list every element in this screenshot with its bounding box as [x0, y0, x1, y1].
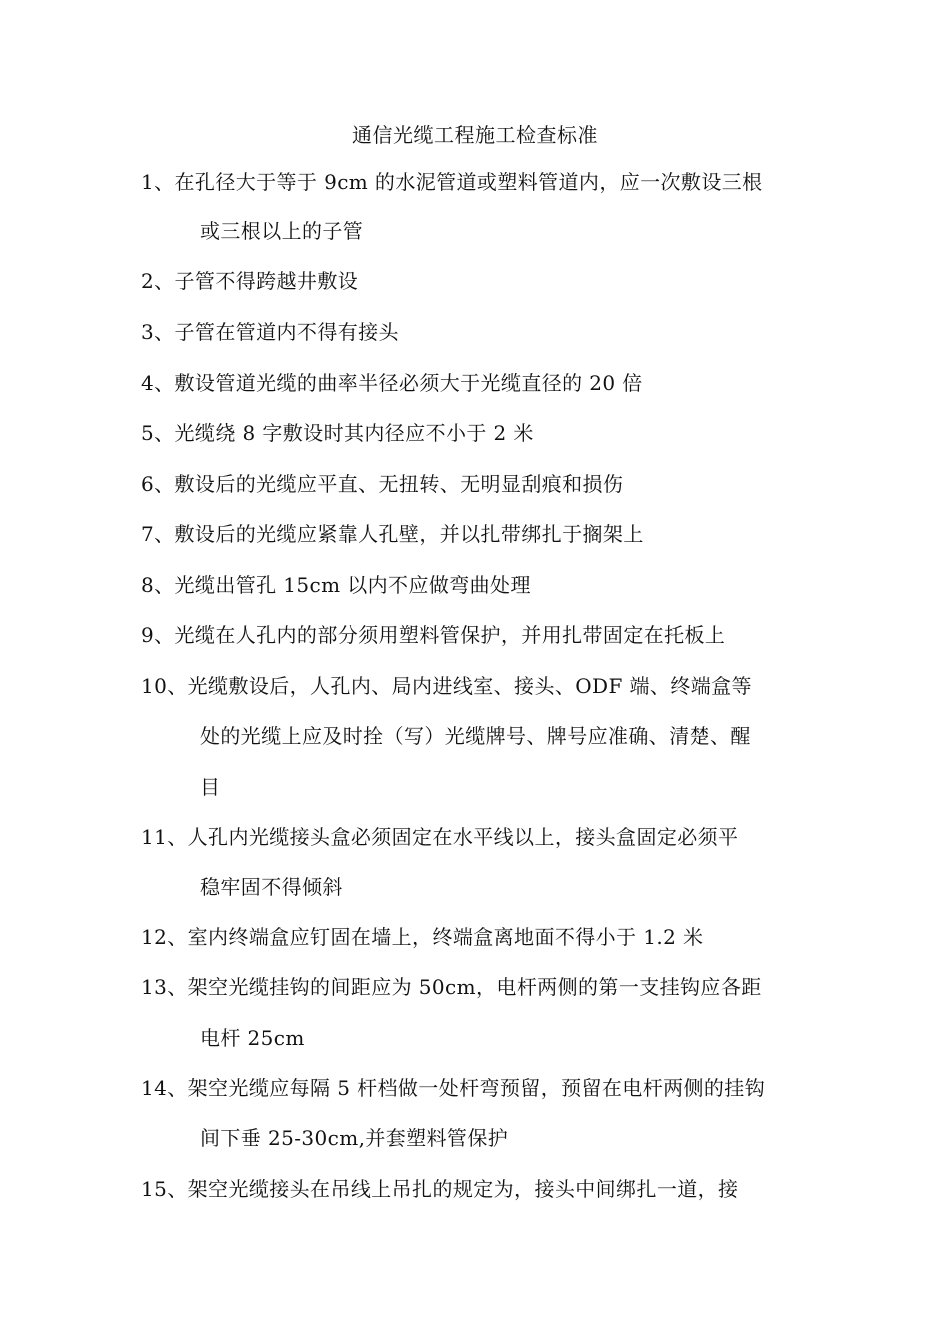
item-9: 9、光缆在人孔内的部分须用塑料管保护，并用扎带固定在托板上 — [141, 623, 726, 647]
item-8: 8、光缆出管孔 15cm 以内不应做弯曲处理 — [141, 573, 531, 597]
item-14-line-2: 间下垂 25-30cm,并套塑料管保护 — [200, 1126, 509, 1150]
document-title: 通信光缆工程施工检查标准 — [352, 123, 598, 147]
item-14-line-1: 14、架空光缆应每隔 5 杆档做一处杆弯预留，预留在电杆两侧的挂钩 — [141, 1076, 766, 1100]
item-2: 2、子管不得跨越井敷设 — [141, 269, 359, 293]
item-11-line-1: 11、人孔内光缆接头盒必须固定在水平线以上，接头盒固定必须平 — [141, 825, 739, 849]
item-4: 4、敷设管道光缆的曲率半径必须大于光缆直径的 20 倍 — [141, 371, 643, 395]
item-5: 5、光缆绕 8 字敷设时其内径应不小于 2 米 — [141, 421, 534, 445]
item-6: 6、敷设后的光缆应平直、无扭转、无明显刮痕和损伤 — [141, 472, 624, 496]
item-10-line-1: 10、光缆敷设后，人孔内、局内进线室、接头、ODF 端、终端盒等 — [141, 674, 752, 698]
item-10-line-2: 处的光缆上应及时拴（写）光缆牌号、牌号应准确、清楚、醒 — [200, 724, 751, 748]
item-1-line-2: 或三根以上的子管 — [200, 219, 364, 243]
item-13-line-2: 电杆 25cm — [200, 1026, 305, 1050]
item-13-line-1: 13、架空光缆挂钩的间距应为 50cm，电杆两侧的第一支挂钩应各距 — [141, 975, 762, 999]
item-7: 7、敷设后的光缆应紧靠人孔壁，并以扎带绑扎于搁架上 — [141, 522, 644, 546]
item-11-line-2: 稳牢固不得倾斜 — [200, 875, 343, 899]
item-3: 3、子管在管道内不得有接头 — [141, 320, 399, 344]
item-10-line-3: 目 — [200, 775, 221, 799]
item-1-line-1: 1、在孔径大于等于 9cm 的水泥管道或塑料管道内，应一次敷设三根 — [141, 170, 763, 194]
item-12: 12、室内终端盒应钉固在墙上，终端盒离地面不得小于 1.2 米 — [141, 925, 704, 949]
item-15-line-1: 15、架空光缆接头在吊线上吊扎的规定为，接头中间绑扎一道，接 — [141, 1177, 739, 1201]
